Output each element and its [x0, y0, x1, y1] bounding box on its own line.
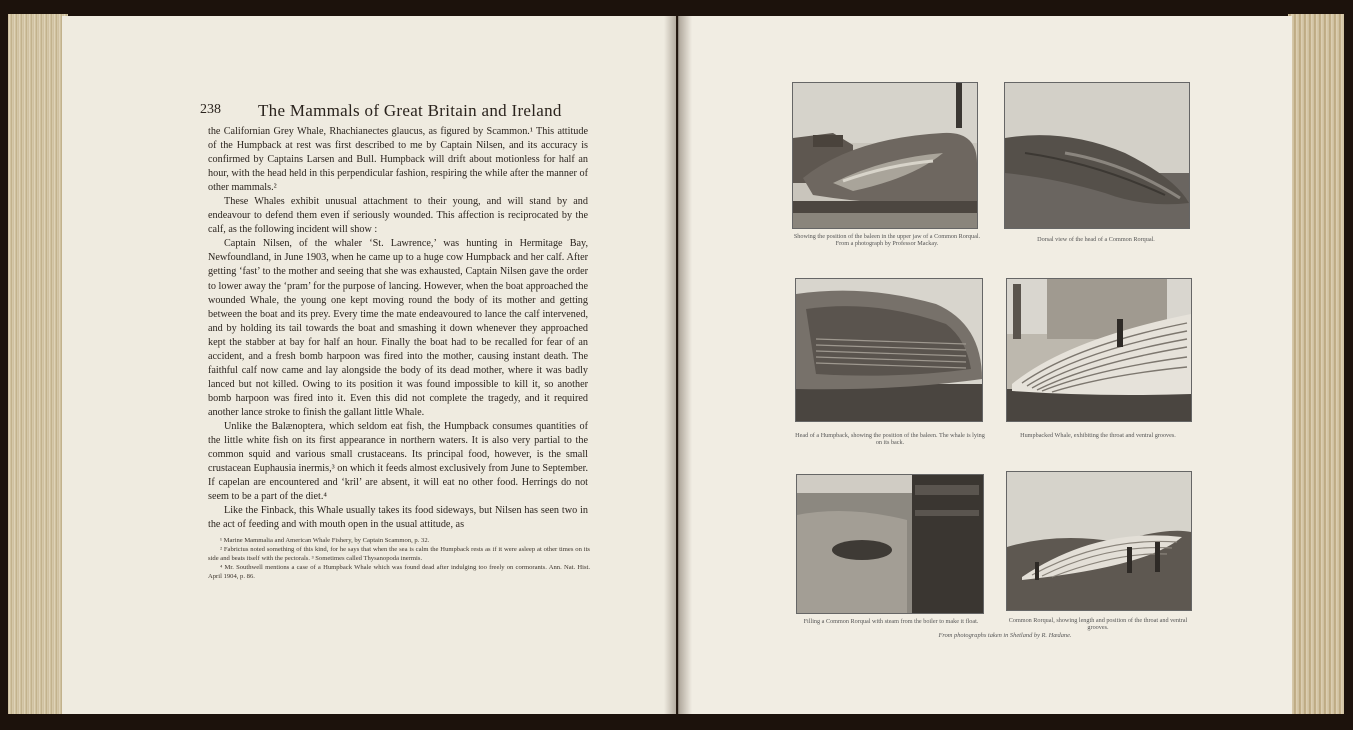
page-edges-right	[1288, 14, 1344, 714]
caption-1: Showing the position of the baleen in the upper jaw of a Common Rorqual. From a photograph by Professor Mackay.	[793, 233, 981, 248]
photo-rorqual-baleen	[792, 82, 978, 229]
paragraph-5: Like the Finback, this Whale usually takes its food sideways, but Nilsen has seen two in the act of feeding and with mouth open in the usual attitude, as	[208, 505, 588, 531]
footnotes	[208, 536, 590, 581]
book-gutter	[664, 16, 692, 714]
running-title: The Mammals of Great Britain and Ireland	[258, 101, 562, 120]
photo-rorqual-dorsal-head	[1004, 82, 1190, 229]
caption-5: Filling a Common Rorqual with steam from the boiler to make it float.	[803, 618, 979, 625]
paragraph-4: Unlike the Balænoptera, which seldom eat fish, the Humpback consumes quantities of the little white fish on its first appearance in northern waters. It is also very partial to the common squid and various small crustaceans. Its principal food, however, is the small crustacean Euphausia inermis,³ on which it feeds almost exclusively from June to September. If capelan are encountered and ‘kril’ are absent, it will eat no other food. Herrings do not seem to be a part of the diet.⁴	[208, 420, 588, 503]
photo-credit: From photographs taken in Shetland by R. Hædane.	[938, 632, 1072, 639]
running-head	[200, 101, 600, 123]
paragraph-1: the Californian Grey Whale, Rhachianectes glaucus, as figured by Scammon.¹ This attitude of the Humpback at rest was first described to me by Captain Nilsen, and its accuracy is confirmed by Captains Larsen and Bull. Humpback will drift about motionless for half an hour, with the head held in this perpendicular fashion, respiring the while after the manner of other mammals.²	[208, 126, 588, 194]
paragraph-2: These Whales exhibit unusual attachment to their young, and will stand by and endeavour to defend them even if seriously wounded. This affection is reciprocated by the calf, as the following incident will show :	[208, 196, 588, 236]
footnote-2: ² Fabricius noted something of this kind, for he says that when the sea is calm the Humpback rests as if it were asleep at other times on its side and beats itself with the pectorals. ³ Sometimes called Thysanopoda inermis.	[208, 546, 590, 562]
page-edges-left	[8, 14, 68, 714]
caption-3: Head of a Humpback, showing the position of the baleen. The whale is lying on its back.	[795, 432, 985, 447]
photo-filling-rorqual-steam	[796, 474, 984, 614]
footnote-1: ¹ Marine Mammalia and American Whale Fishery, by Captain Scammon, p. 32.	[220, 537, 430, 544]
caption-2: Dorsal view of the head of a Common Rorqual.	[1037, 236, 1155, 243]
caption-6: Common Rorqual, showing length and position of the throat and ventral grooves.	[1008, 617, 1188, 632]
footnote-3: ⁴ Mr. Southwell mentions a case of a Humpback Whale which was found dead after indulging too freely on cormorants. Ann. Nat. Hist. April 1904, p. 86.	[208, 564, 590, 580]
right-page	[678, 16, 1292, 714]
photo-humpback-head-baleen	[795, 278, 983, 422]
paragraph-3: Captain Nilsen, of the whaler ‘St. Lawrence,’ was hunting in Hermitage Bay, Newfoundland, in June 1903, when he came up to a huge cow Humpback and her calf. After getting ‘fast’ to the mother and seeing that she was exhausted, Captain Nilsen gave the order to lower away the ‘pram’ for the purpose of lancing. However, when the boat approached the wounded Whale, the young one kept moving round the body of its mother and getting between the boat and its prey. Every time the mate endeavoured to lance the calf intervened, and by holding its tail towards the boat and smashing it down whenever they approached kept the stabber at bay for half an hour. Finally the boat had to be recalled for fear of an accident, and a fresh bomb harpoon was fired into the mother, causing instant death. The faithful calf now came and lay alongside the body of its dead mother, where it was badly lanced but not killed. Owing to its position it was found impossible to kill it, so another bomb harpoon was fired into it. Even this did not complete the tragedy, and it required another lance stroke to finish the gallant little Whale.	[208, 238, 588, 418]
photo-rorqual-length	[1006, 471, 1192, 611]
caption-4: Humpbacked Whale, exhibiting the throat and ventral grooves.	[1020, 432, 1176, 439]
photo-humpback-ventral-grooves	[1006, 278, 1192, 422]
body-text	[208, 125, 588, 532]
page-number: 238	[200, 102, 221, 117]
